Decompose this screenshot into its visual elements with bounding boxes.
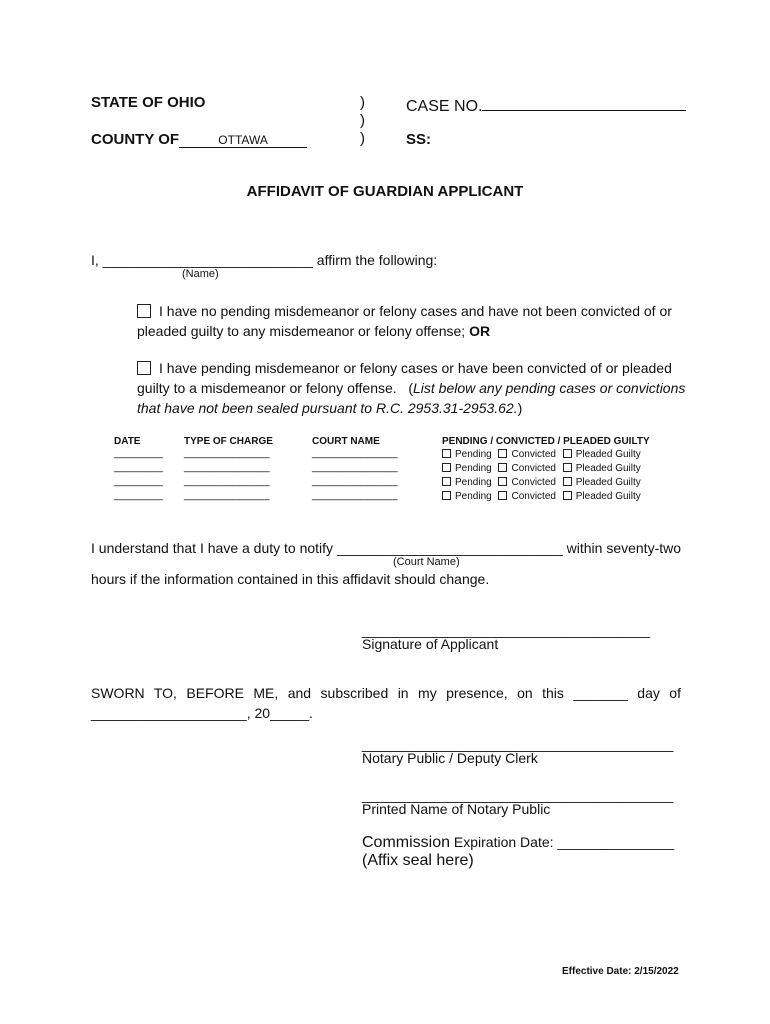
date-field-4[interactable]: ________ xyxy=(114,489,163,501)
charge-column xyxy=(184,446,270,502)
header-court-name: COURT NAME xyxy=(312,436,380,447)
paren-1: ) xyxy=(360,94,365,111)
page-title: AFFIDAVIT OF GUARDIAN APPLICANT xyxy=(246,183,524,200)
convicted-label: Convicted xyxy=(511,491,556,502)
option2-line1 xyxy=(137,360,672,376)
status-column xyxy=(442,449,641,505)
pleaded-label: Pleaded Guilty xyxy=(575,449,641,460)
pleaded-checkbox-2[interactable] xyxy=(563,463,572,472)
court-column xyxy=(312,446,398,502)
date-field-1[interactable]: ________ xyxy=(114,447,163,459)
pending-checkbox-2[interactable] xyxy=(442,463,451,472)
pending-checkbox-3[interactable] xyxy=(442,477,451,486)
status-row-2 xyxy=(442,463,641,477)
option1-text2: pleaded guilty to any misdemeanor or felony offense; xyxy=(137,323,466,339)
status-row-4 xyxy=(442,491,641,505)
name-caption: (Name) xyxy=(182,268,219,280)
pleaded-checkbox-4[interactable] xyxy=(563,491,572,500)
county-row xyxy=(91,131,307,148)
name-field[interactable]: ___________________________ xyxy=(102,252,313,268)
option1-line2 xyxy=(137,323,490,339)
pleaded-checkbox-1[interactable] xyxy=(563,449,572,458)
effective-date: Effective Date: 2/15/2022 xyxy=(562,966,679,977)
signature-field[interactable]: _____________________________________ xyxy=(362,622,651,638)
state-label: STATE OF OHIO xyxy=(91,94,206,111)
header-type-of-charge: TYPE OF CHARGE xyxy=(184,436,273,447)
charge-field-1[interactable]: ______________ xyxy=(184,447,270,459)
convicted-checkbox-2[interactable] xyxy=(498,463,507,472)
option2-checkbox[interactable] xyxy=(137,361,151,375)
option2-end: ) xyxy=(517,400,523,416)
option2-italic2: List below any pending cases or convictions xyxy=(413,380,686,396)
option1-line1 xyxy=(137,303,672,319)
case-number-row xyxy=(406,96,686,116)
commission-expiration-field[interactable]: Expiration Date: _______________ xyxy=(450,834,675,850)
pending-label: Pending xyxy=(455,491,492,502)
header-status: PENDING / CONVICTED / PLEADED GUILTY xyxy=(442,436,650,447)
paren-3: ) xyxy=(360,130,365,147)
affirm-suffix: affirm the following: xyxy=(312,252,438,268)
convicted-label: Convicted xyxy=(511,477,556,488)
charge-field-4[interactable]: ______________ xyxy=(184,489,270,501)
option2-line2 xyxy=(137,380,685,396)
pending-label: Pending xyxy=(455,463,492,474)
charge-field-2[interactable]: ______________ xyxy=(184,461,270,473)
date-column xyxy=(114,446,163,502)
notary-label: Notary Public / Deputy Clerk xyxy=(362,750,538,766)
court-field-2[interactable]: ______________ xyxy=(312,461,398,473)
notify-line1 xyxy=(91,540,681,556)
notary-printed-name-label: Printed Name of Notary Public xyxy=(362,801,551,817)
notary-printed-name-field[interactable]: ________________________________________ xyxy=(362,787,674,803)
affirm-prefix: I, xyxy=(91,252,103,268)
convicted-checkbox-1[interactable] xyxy=(498,449,507,458)
pleaded-checkbox-3[interactable] xyxy=(563,477,572,486)
court-name-field[interactable]: _____________________________ xyxy=(336,540,563,556)
commission-line xyxy=(362,834,674,852)
signature-label: Signature of Applicant xyxy=(362,636,499,652)
notify-suffix: within seventy-two xyxy=(562,540,682,556)
status-row-3 xyxy=(442,477,641,491)
convicted-label: Convicted xyxy=(511,449,556,460)
pending-checkbox-1[interactable] xyxy=(442,449,451,458)
convicted-label: Convicted xyxy=(511,463,556,474)
option1-text1: I have no pending misdemeanor or felony cases and have not been convicted of or xyxy=(159,303,672,319)
option2-text1: I have pending misdemeanor or felony cases or have been convicted of or pleaded xyxy=(159,360,672,376)
or-label: OR xyxy=(469,323,491,339)
option1-checkbox[interactable] xyxy=(137,304,151,318)
option2-italic3: that have not been sealed pursuant to R.C. 2953.31-2953.62. xyxy=(137,400,518,416)
date-field-3[interactable]: ________ xyxy=(114,475,163,487)
pleaded-label: Pleaded Guilty xyxy=(575,491,641,502)
header-date: DATE xyxy=(114,436,141,447)
paren-2: ) xyxy=(360,112,365,129)
seal-label: (Affix seal here) xyxy=(362,852,474,869)
pending-label: Pending xyxy=(455,477,492,488)
pending-label: Pending xyxy=(455,449,492,460)
court-field-4[interactable]: ______________ xyxy=(312,489,398,501)
court-name-caption: (Court Name) xyxy=(393,556,460,568)
pending-checkbox-4[interactable] xyxy=(442,491,451,500)
county-value: OTTAWA xyxy=(218,133,268,147)
case-number-label: CASE NO. xyxy=(406,98,483,115)
charge-field-3[interactable]: ______________ xyxy=(184,475,270,487)
court-field-1[interactable]: ______________ xyxy=(312,447,398,459)
convicted-checkbox-3[interactable] xyxy=(498,477,507,486)
notify-prefix: I understand that I have a duty to notify xyxy=(91,540,337,556)
date-field-2[interactable]: ________ xyxy=(114,461,163,473)
notify-line2: hours if the information contained in this affidavit should change. xyxy=(91,571,490,587)
option2-text2: guilty to a misdemeanor or felony offense. ( xyxy=(137,380,413,396)
ss-label: SS: xyxy=(406,131,432,148)
commission-label: Commission xyxy=(362,834,451,851)
notary-signature-field[interactable]: ________________________________________ xyxy=(362,736,674,752)
county-field[interactable] xyxy=(179,133,307,148)
sworn-line1: SWORN TO, BEFORE ME, and subscribed in my presence, on this _______ day of xyxy=(91,685,681,701)
court-field-3[interactable]: ______________ xyxy=(312,475,398,487)
case-number-field[interactable] xyxy=(482,96,686,111)
pleaded-label: Pleaded Guilty xyxy=(575,477,641,488)
convicted-checkbox-4[interactable] xyxy=(498,491,507,500)
county-label: COUNTY OF xyxy=(91,131,180,148)
status-row-1 xyxy=(442,449,641,463)
sworn-line2[interactable]: ____________________, 20_____. xyxy=(91,705,313,721)
affirm-line xyxy=(91,252,437,268)
pleaded-label: Pleaded Guilty xyxy=(575,463,641,474)
option2-line3 xyxy=(137,400,522,416)
